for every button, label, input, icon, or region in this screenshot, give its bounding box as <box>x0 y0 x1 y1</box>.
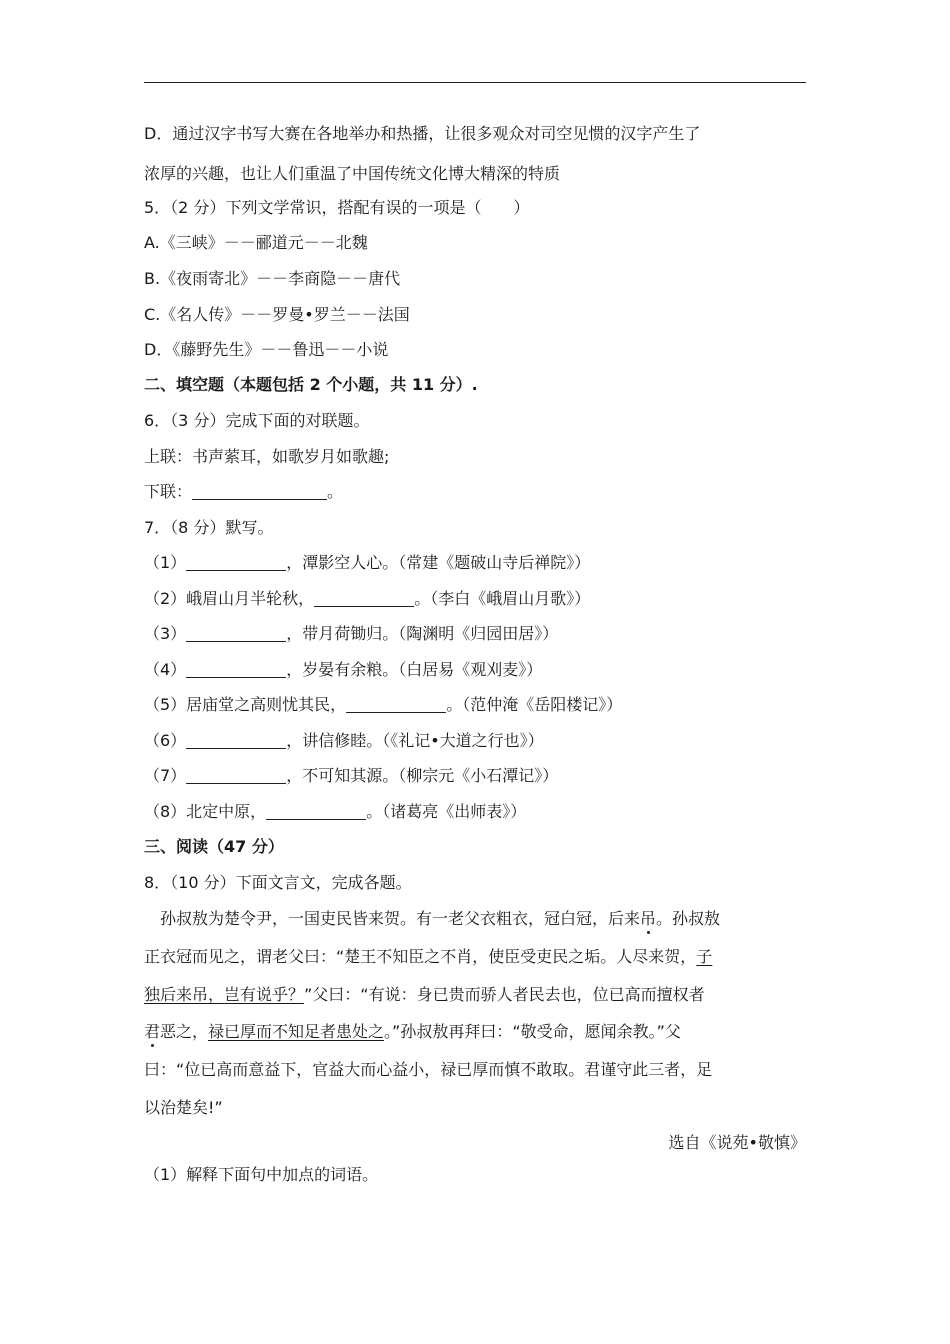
recitation-item-5 <box>144 693 814 717</box>
passage-line-5: 曰：“位已高而意益下，官益大而心益小，禄已厚而慎不敢取。君谨守此三者，足 <box>144 1060 713 1079</box>
recitation-item-1-before: （1） <box>144 553 187 572</box>
passage-text: 孙叔敖为楚令尹，一国吏民皆来贺。有一老父衣粗衣，冠白冠，后来 <box>160 909 641 928</box>
passage-text: ”父曰：“有说：身已贵而骄人者民去也，位已高而擅权者 <box>304 985 705 1004</box>
passage-source: 选自《说苑•敬慎》 <box>668 1133 806 1152</box>
recitation-blank-5[interactable] <box>346 696 446 713</box>
recitation-blank-1[interactable] <box>186 554 286 571</box>
question-5-option-c: C.《名人传》－－罗曼•罗兰－－法国 <box>144 305 410 324</box>
recitation-item-4-before: （4） <box>144 660 187 679</box>
dotted-word: 吊 <box>640 909 657 928</box>
recitation-item-7-after: ，不可知其源。（柳宗元《小石潭记》） <box>286 766 559 785</box>
recitation-item-6 <box>144 729 814 753</box>
recitation-item-2-after: 。（李白《峨眉山月歌》） <box>414 589 591 608</box>
passage-line-6: 以治楚矣!” <box>144 1098 223 1117</box>
recitation-item-3 <box>144 622 814 646</box>
recitation-item-1-after: ，潭影空人心。（常建《题破山寺后禅院》） <box>286 553 591 572</box>
passage-text: 。孙叔敖 <box>656 909 721 928</box>
question-7-stem: 7．（8 分）默写。 <box>144 518 274 537</box>
recitation-blank-3[interactable] <box>186 625 286 642</box>
couplet-lower-end: 。 <box>327 482 344 501</box>
passage-line-1 <box>160 907 830 931</box>
recitation-item-5-before: （5）居庙堂之高则忧其民， <box>144 695 347 714</box>
couplet-answer-blank[interactable] <box>192 483 327 500</box>
recitation-item-8 <box>144 800 814 824</box>
question-8-stem: 8．（10 分）下面文言文，完成各题。 <box>144 873 412 892</box>
header-rule <box>144 82 806 83</box>
couplet-lower <box>144 480 814 504</box>
recitation-item-6-after: ，讲信修睦。（《礼记•大道之行也》） <box>286 731 544 750</box>
passage-text: 正衣冠而见之，谓老父曰：“楚王不知臣之不肖，使臣受吏民之垢。人尽来贺， <box>144 947 697 966</box>
question-8-sub-1: （1）解释下面句中加点的词语。 <box>144 1165 379 1184</box>
question-5-option-b: B.《夜雨寄北》－－李商隐－－唐代 <box>144 269 401 288</box>
recitation-item-3-before: （3） <box>144 624 187 643</box>
question-5-stem: 5．（2 分）下列文学常识，搭配有误的一项是（ ） <box>144 198 530 217</box>
question-5-option-a: A.《三峡》－－郦道元－－北魏 <box>144 233 368 252</box>
underlined-sentence: 子 <box>696 947 713 966</box>
passage-text: 。”孙叔敖再拜曰：“敬受命，愿闻余教。”父 <box>384 1022 681 1041</box>
recitation-item-3-after: ，带月荷锄归。（陶渊明《归园田居》） <box>286 624 559 643</box>
recitation-item-2-before: （2）峨眉山月半轮秋， <box>144 589 315 608</box>
couplet-lower-label: 下联： <box>144 482 193 501</box>
passage-line-3 <box>144 983 814 1007</box>
recitation-blank-8[interactable] <box>266 803 366 820</box>
recitation-item-6-before: （6） <box>144 731 187 750</box>
underlined-sentence: 独后来吊，岂有说乎？ <box>144 985 305 1004</box>
recitation-item-2 <box>144 587 814 611</box>
recitation-item-1 <box>144 551 814 575</box>
recitation-blank-2[interactable] <box>314 590 414 607</box>
recitation-blank-7[interactable] <box>186 767 286 784</box>
recitation-blank-4[interactable] <box>186 661 286 678</box>
section-2-heading: 二、填空题（本题包括 2 个小题，共 11 分）. <box>144 375 478 394</box>
recitation-item-8-after: 。（诸葛亮《出师表》） <box>366 802 527 821</box>
recitation-item-5-after: 。（范仲淹《岳阳楼记》） <box>446 695 623 714</box>
question-6-stem: 6．（3 分）完成下面的对联题。 <box>144 411 370 430</box>
option-d-line1: D．通过汉字书写大赛在各地举办和热播，让很多观众对司空见惯的汉字产生了 <box>144 124 701 143</box>
recitation-item-8-before: （8）北定中原， <box>144 802 267 821</box>
underlined-sentence: 禄已厚而不知足者患处之 <box>208 1022 385 1041</box>
option-d-line2: 浓厚的兴趣，也让人们重温了中国传统文化博大精深的特质 <box>144 164 561 183</box>
recitation-item-7 <box>144 764 814 788</box>
passage-line-4 <box>144 1020 814 1044</box>
recitation-blank-6[interactable] <box>186 732 286 749</box>
passage-line-2 <box>144 945 814 969</box>
recitation-item-7-before: （7） <box>144 766 187 785</box>
dotted-word: 君 <box>144 1022 161 1041</box>
couplet-upper: 上联：书声萦耳，如歌岁月如歌趣; <box>144 447 390 466</box>
recitation-item-4-after: ，岁晏有余粮。（白居易《观刈麦》） <box>286 660 543 679</box>
passage-text: 恶之， <box>160 1022 209 1041</box>
section-3-heading: 三、阅读（47 分） <box>144 837 284 856</box>
question-5-option-d: D．《藤野先生》－－鲁迅－－小说 <box>144 340 389 359</box>
recitation-item-4 <box>144 658 814 682</box>
